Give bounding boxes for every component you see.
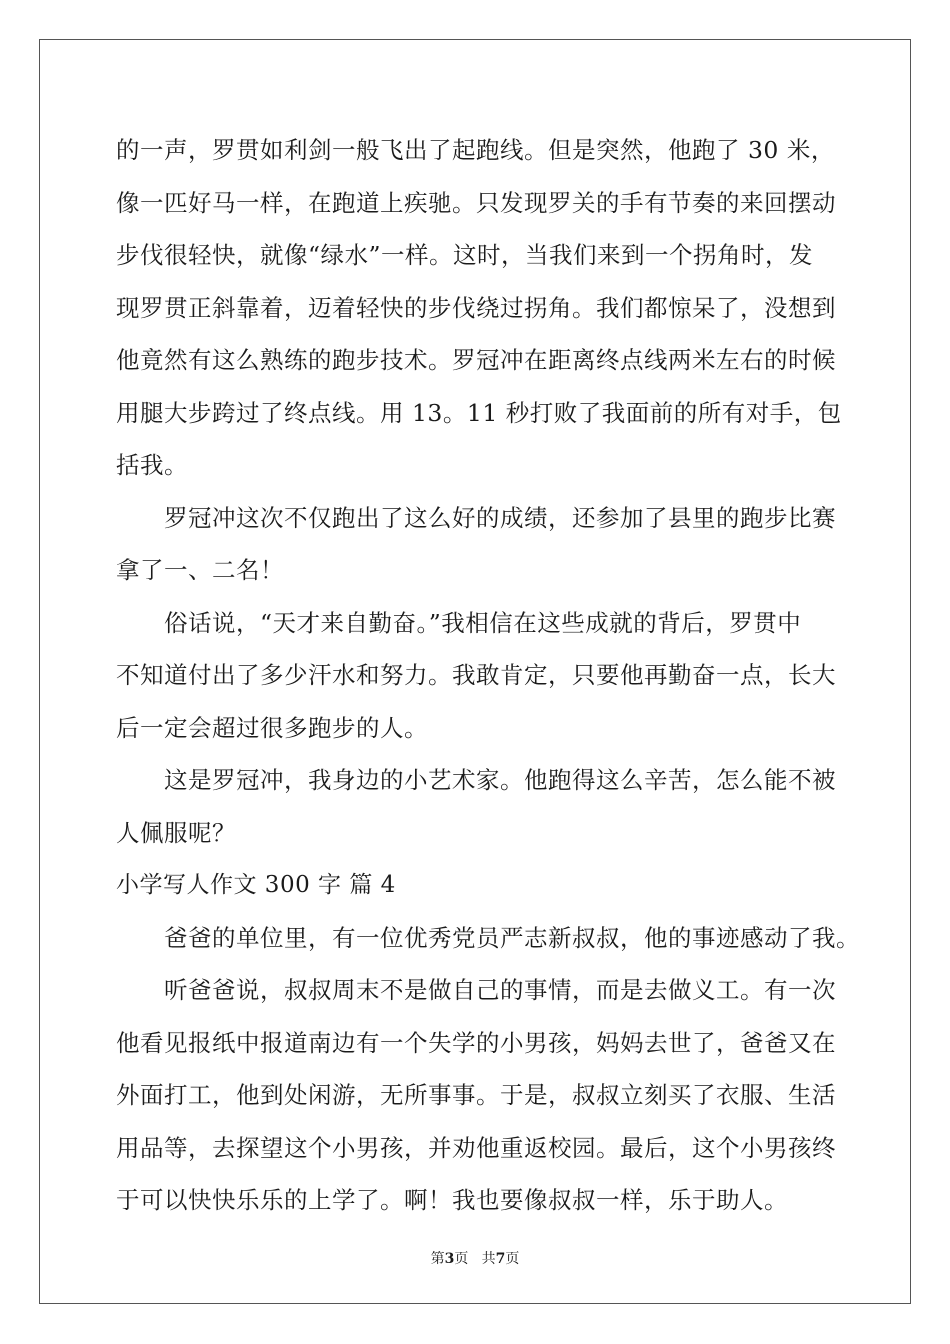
section-heading: 小学写人作文 300 字 篇 4 — [116, 872, 396, 898]
text-line: 现罗贯正斜靠着，迈着轻快的步伐绕过拐角。我们都惊呆了，没想到 — [116, 293, 836, 322]
footer-prefix: 第 — [430, 1251, 445, 1267]
text-line: 人佩服呢？ — [116, 818, 236, 847]
total-pages-number: 7 — [495, 1251, 506, 1267]
document-body — [116, 124, 860, 1227]
text-line: 他竟然有这么熟练的跑步技术。罗冠冲在距离终点线两米左右的时候 — [116, 346, 836, 374]
footer-total-prefix: 共 — [481, 1251, 496, 1267]
current-page-number: 3 — [444, 1251, 455, 1267]
text-line: 他看见报纸中报道南边有一个失学的小男孩，妈妈去世了，爸爸又在 — [116, 1028, 836, 1057]
text-line: 步伐很轻快，就像“绿水”一样。这时，当我们来到一个拐角时，发 — [116, 241, 814, 269]
text-line: 后一定会超过很多跑步的人。 — [116, 713, 428, 742]
footer-total-label: 页 — [505, 1251, 520, 1267]
text-line: 的一声，罗贯如利剑一般飞出了起跑线。但是突然，他跑了 30 米， — [116, 136, 835, 164]
text-line: 不知道付出了多少汗水和努力。我敢肯定，只要他再勤奋一点，长大 — [116, 661, 836, 689]
text-line: 于可以快快乐乐的上学了。啊！我也要像叔叔一样，乐于助人。 — [116, 1186, 788, 1214]
text-line: 罗冠冲这次不仅跑出了这么好的成绩，还参加了县里的跑步比赛 — [164, 503, 836, 532]
text-line: 拿了一、二名！ — [116, 556, 284, 584]
text-line: 俗话说，“天才来自勤奋。”我相信在这些成就的背后，罗贯中 — [164, 608, 802, 637]
text-line: 外面打工，他到处闲游，无所事事。于是，叔叔立刻买了衣服、生活 — [116, 1081, 836, 1109]
text-line: 用腿大步跨过了终点线。用 13。11 秒打败了我面前的所有对手，包 — [116, 398, 842, 427]
text-line: 听爸爸说，叔叔周末不是做自己的事情，而是去做义工。有一次 — [164, 976, 836, 1004]
text-line: 括我。 — [116, 451, 188, 479]
page-footer — [0, 1248, 950, 1268]
text-line: 像一匹好马一样，在跑道上疾驰。只发现罗关的手有节奏的来回摆动 — [116, 188, 836, 217]
text-line: 这是罗冠冲，我身边的小艺术家。他跑得这么辛苦，怎么能不被 — [164, 766, 836, 794]
footer-page-label: 页 — [454, 1251, 469, 1267]
text-line: 爸爸的单位里，有一位优秀党员严志新叔叔，他的事迹感动了我。 — [164, 923, 860, 952]
text-line: 用品等，去探望这个小男孩，并劝他重返校园。最后，这个小男孩终 — [116, 1133, 836, 1162]
